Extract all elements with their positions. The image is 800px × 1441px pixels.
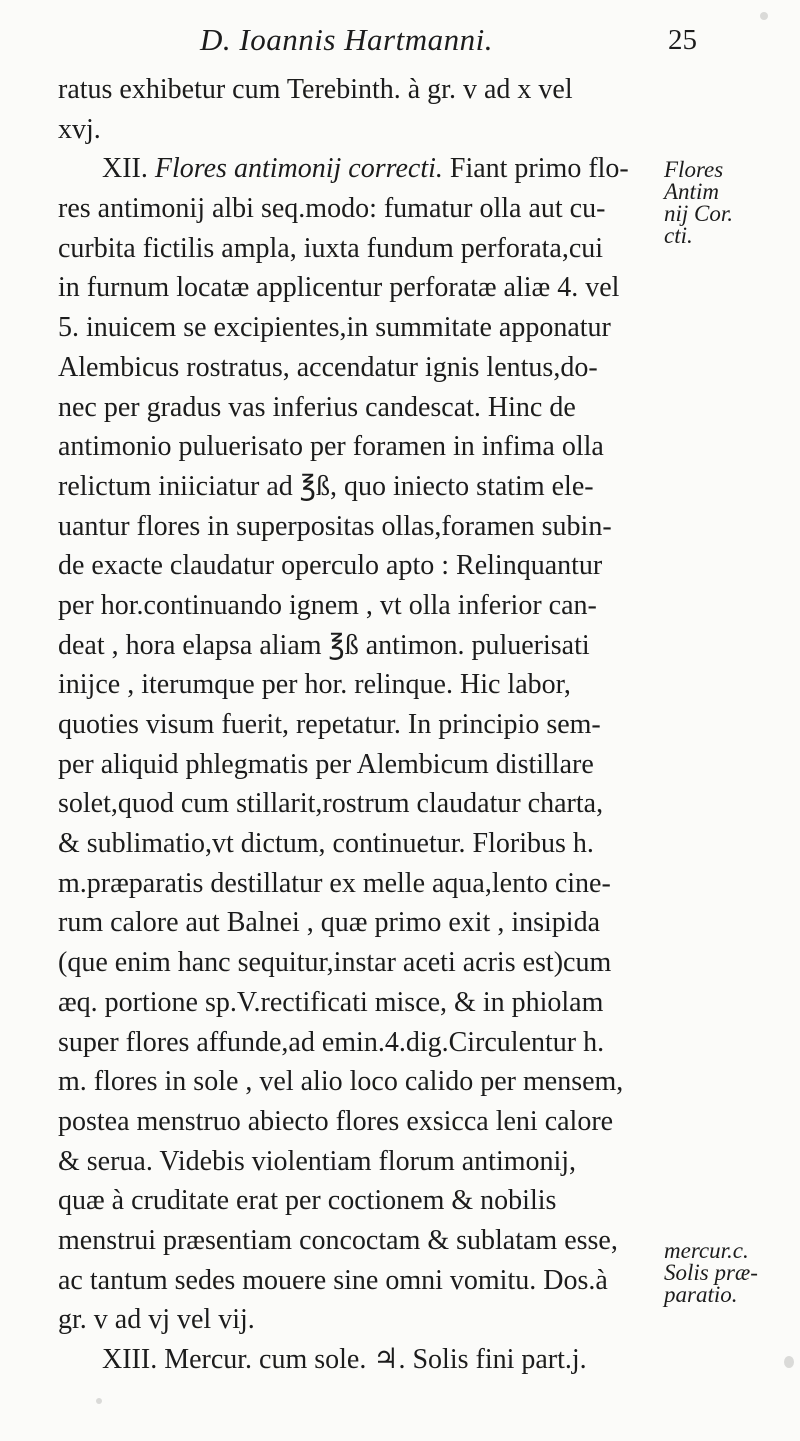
text-line: (que enim hanc sequitur,instar aceti acris est)cum [58,947,612,979]
text-line: & sublimatio,vt dictum, continuetur. Floribus h. [58,828,594,860]
text-line: m.præparatis destillatur ex melle aqua,lento cine- [58,867,611,899]
marginal-note-line: Flores [664,157,724,182]
text-line: quæ à cruditate erat per coctionem & nobilis [58,1185,557,1217]
marginal-note-line: Antim [664,179,719,204]
text-line: menstrui præsentiam concoctam & sublatam esse, [58,1224,618,1256]
text-line: per aliquid phlegmatis per Alembicum distillare [58,748,594,780]
marginal-note-line: paratio. [664,1282,738,1307]
text-line: & serua. Videbis violentiam florum antimonij, [58,1145,577,1177]
text-line: res antimonij albi seq.modo: fumatur olla aut cu- [58,193,606,225]
text-line: deat , hora elapsa aliam ℥ß antimon. puluerisati [58,629,590,661]
text-line: quoties visum fuerit, repetatur. In principio sem- [58,709,601,740]
text-line: XIII. Mercur. cum sole. ♃. Solis fini part.j. [102,1344,587,1375]
text-line: curbita fictilis ampla, iuxta fundum perforata,cui [58,232,604,264]
text-line: de exacte claudatur operculo apto : Relinquantur [58,550,603,582]
text-line: postea menstruo abiecto flores exsicca leni calore [58,1105,614,1137]
text-line: rum calore aut Balnei , quæ primo exit , insipida [58,907,600,939]
page-number: 25 [668,24,697,56]
text-line: antimonio puluerisato per foramen in infima olla [58,431,604,463]
text-line: nec per gradus vas inferius candescat. Hinc de [58,391,576,423]
text-line: per hor.continuando ignem , vt olla inferior can- [58,589,597,621]
text-line: relictum iniiciatur ad ℥ß, quo iniecto statim ele- [58,470,594,502]
body-text [58,70,658,1380]
text-line: uantur flores in superpositas ollas,foramen subin- [58,510,612,542]
section-title: Flores antimonij correcti. [154,153,443,185]
ink-speck [784,1356,794,1368]
text-line: inijce , iterumque per hor. relinque. Hic labor, [58,669,571,701]
section-heading-line [58,149,658,189]
page-header [0,18,800,68]
marginal-note-line: mercur.c. [664,1238,749,1263]
marginal-note-flores [664,159,794,247]
marginal-note-mercur [664,1240,794,1306]
text-line: ratus exhibetur cum Terebinth. à gr. v ad x vel [58,74,573,105]
text-line: super flores affunde,ad emin.4.dig.Circulentur h. [58,1026,605,1058]
text-line: gr. v ad vj vel vij. [58,1304,255,1336]
text-line: ac tantum sedes mouere sine omni vomitu. Dos.à [58,1264,608,1296]
text-line: æq. portione sp.V.rectificati misce, & in phiolam [58,986,604,1018]
section-number: XII. [102,153,155,185]
text-line: m. flores in sole , vel alio loco calido per mensem, [58,1066,624,1098]
text-line: Alembicus rostratus, accendatur ignis lentus,do- [58,351,598,383]
text-line: solet,quod cum stillarit,rostrum claudatur charta, [58,788,604,820]
section-heading-tail: Fiant primo flo- [442,153,629,185]
marginal-note-line: nij Cor. [664,201,734,226]
ink-speck [96,1398,102,1404]
ink-speck [760,12,768,20]
running-title: D. Ioannis Hartmanni. [200,22,493,57]
text-line: 5. inuicem se excipientes,in summitate apponatur [58,312,611,344]
marginal-note-line: cti. [664,223,693,248]
text-line: in furnum locatæ applicentur perforatæ aliæ 4. vel [58,272,620,304]
marginal-note-line: Solis præ- [664,1260,758,1285]
text-line: xvj. [58,113,101,145]
